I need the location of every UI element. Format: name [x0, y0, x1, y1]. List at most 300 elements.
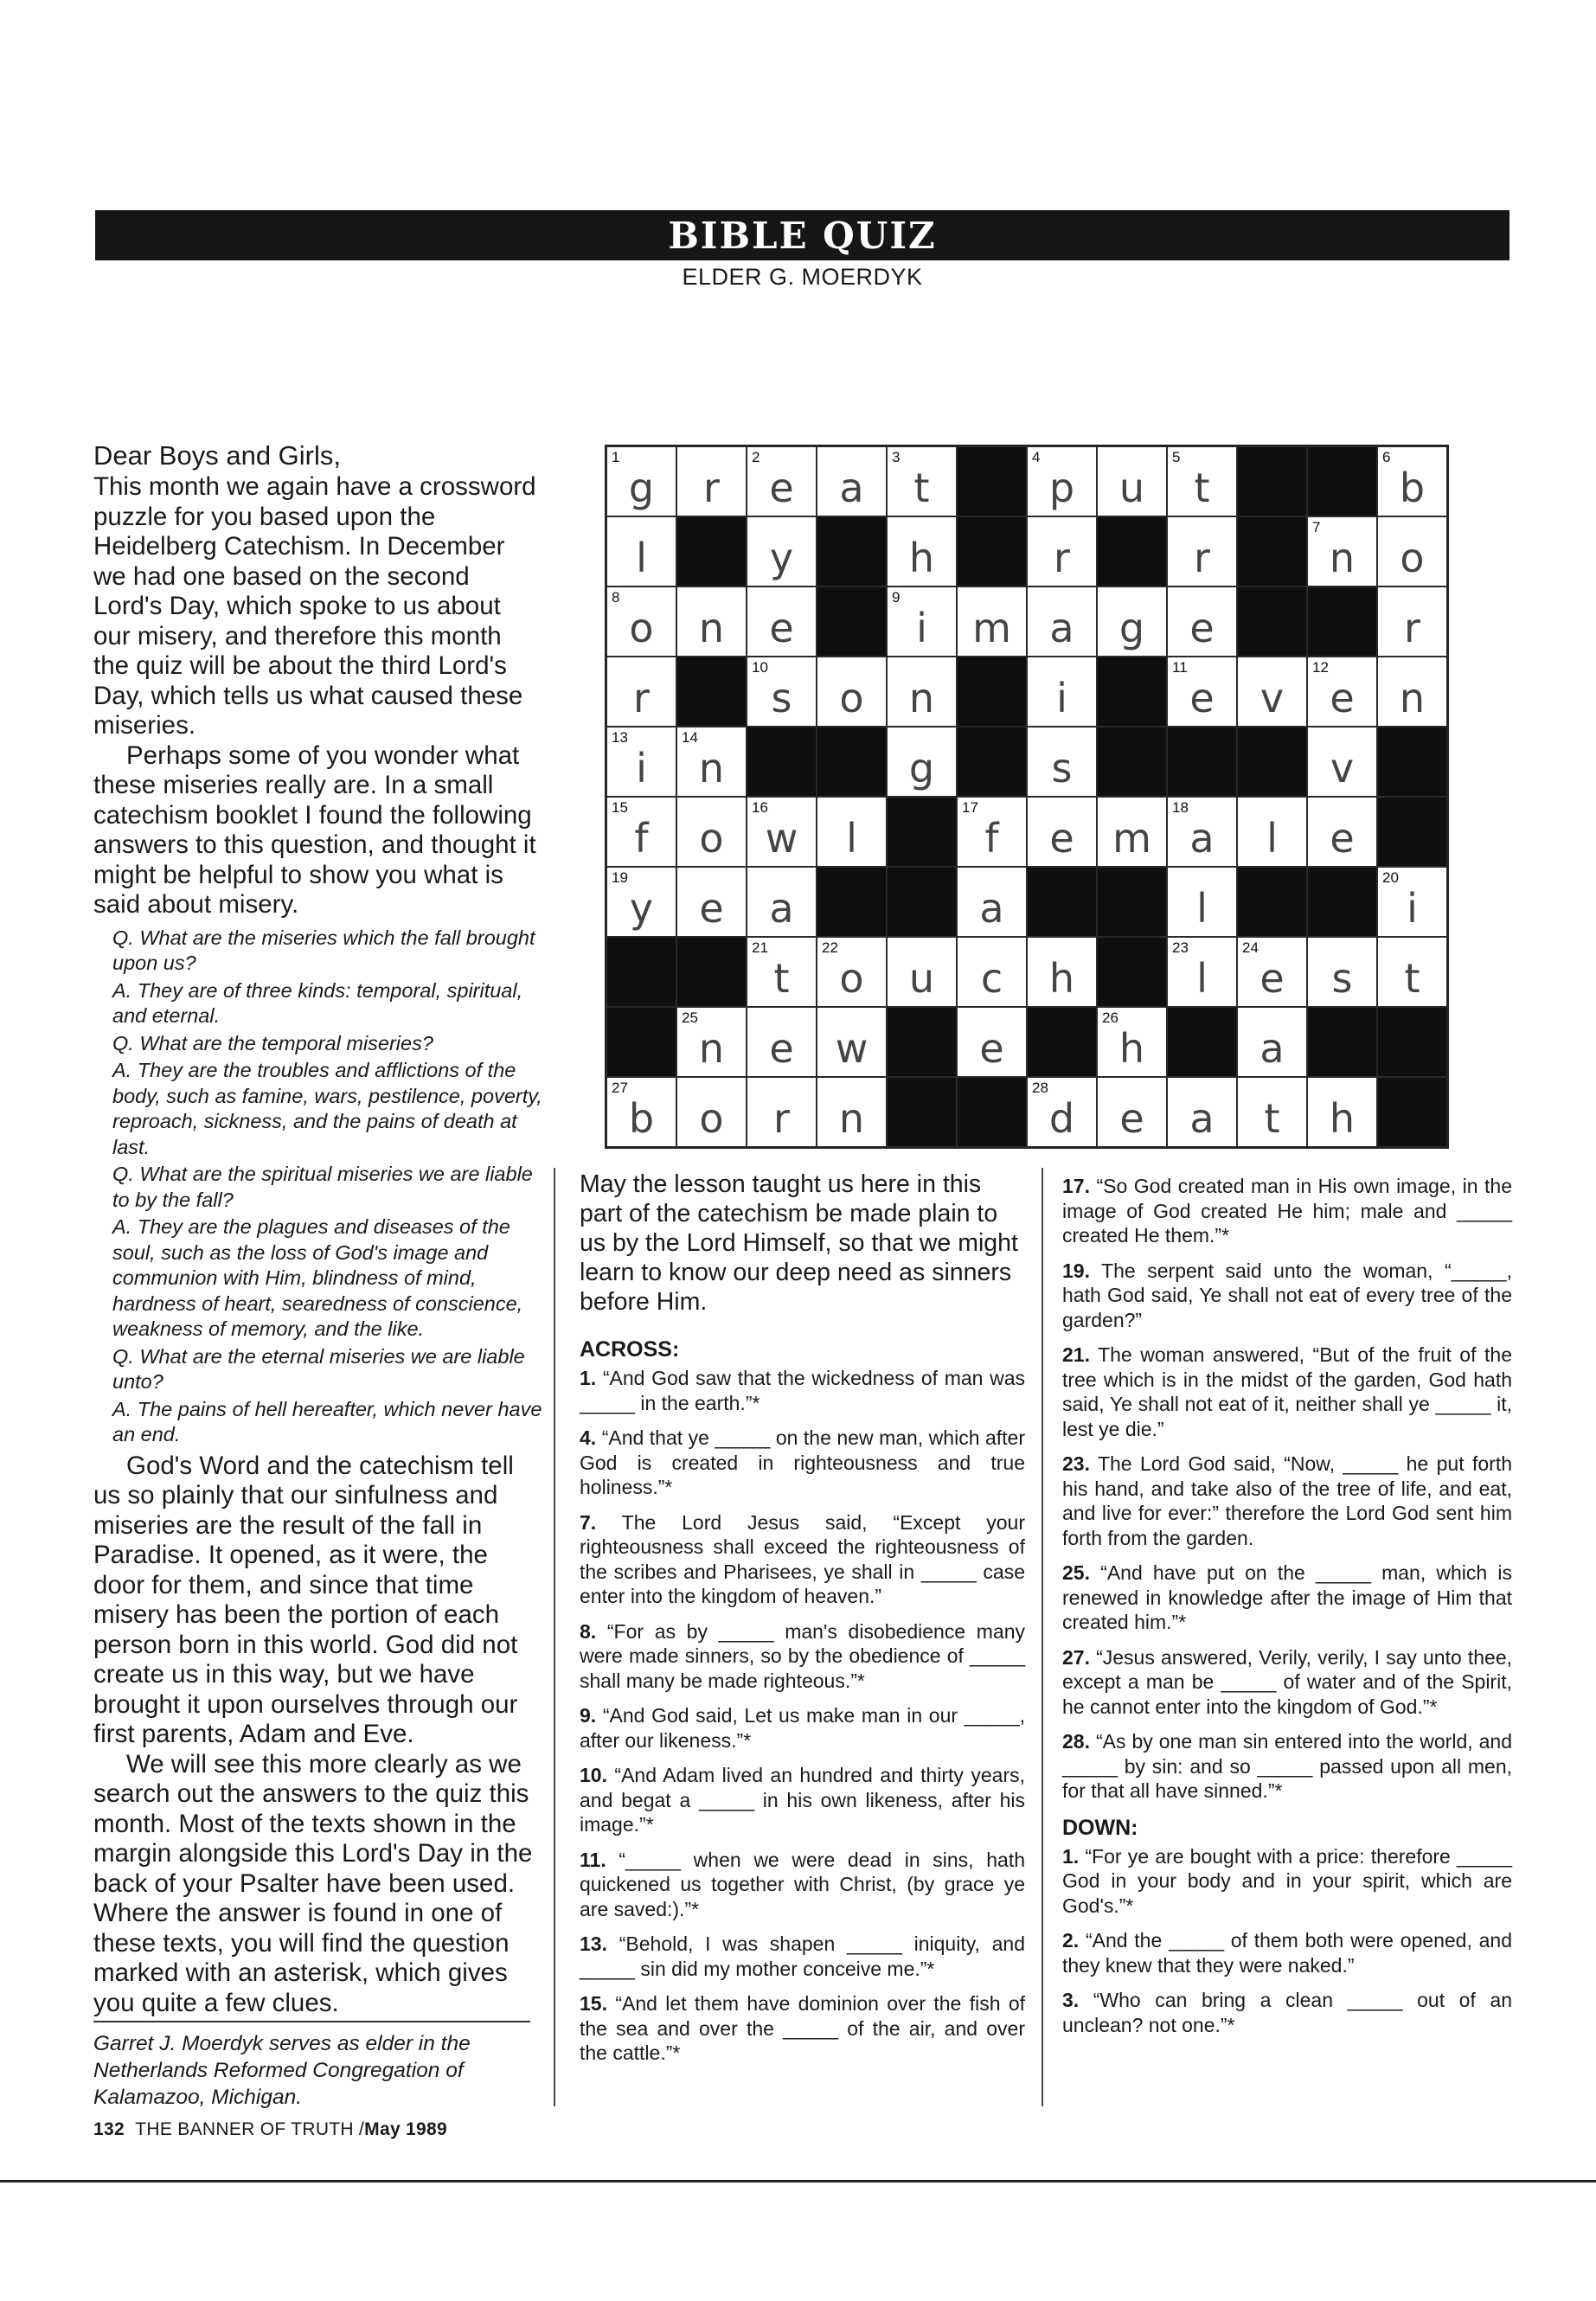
handwritten-letter: f [984, 814, 999, 862]
intro-paragraph: This month we again have a crossword puzzle for you based upon the Heidelberg Catechism. In December we had one based on the second Lord's Day, which spoke to us about our misery, and therefore this month the quiz will be about the third Lord's Day, which tells us what caused these miseries. [93, 472, 536, 740]
clue-number: 11 [1172, 659, 1188, 676]
across-clue-list-continued [1062, 1174, 1512, 1804]
clue [580, 1932, 1025, 1981]
crossword-cell[interactable] [1307, 797, 1377, 867]
crossword-cell[interactable] [1377, 657, 1447, 727]
column-divider [554, 1168, 555, 2106]
crossword-cell[interactable] [606, 446, 676, 516]
crossword-block [1307, 1007, 1377, 1077]
handwritten-letter: y [769, 534, 794, 581]
crossword-cell[interactable] [1377, 516, 1447, 586]
crossword-cell[interactable] [957, 586, 1027, 657]
clue-text: “And the _____ of them both were opened, and they knew that they were naked.” [1062, 1929, 1512, 1977]
catechism-answer: A. They are of three kinds: temporal, spiritual, and eternal. [112, 978, 523, 1027]
crossword-block [887, 1007, 957, 1077]
crossword-block [606, 1007, 676, 1077]
handwritten-letter: a [979, 884, 1004, 932]
clue-number: 6 [1382, 449, 1391, 465]
crossword-block [1377, 1077, 1447, 1147]
handwritten-letter: s [771, 674, 792, 721]
crossword-cell[interactable] [1167, 516, 1237, 586]
crossword-cell[interactable] [1097, 797, 1167, 867]
clue [580, 1510, 1025, 1609]
crossword-cell[interactable] [1027, 516, 1097, 586]
clue-number: 3. [1062, 1989, 1080, 2011]
handwritten-letter: o [839, 674, 864, 721]
handwritten-letter: t [913, 464, 930, 511]
handwritten-letter: n [698, 744, 725, 792]
clue-number: 8. [580, 1619, 597, 1643]
clues-column-middle [580, 1170, 1025, 2076]
crossword-cell[interactable] [957, 867, 1027, 937]
handwritten-letter: r [703, 464, 720, 511]
crossword-block [1097, 867, 1167, 937]
clue-number: 17. [1062, 1175, 1090, 1197]
crossword-cell[interactable] [817, 446, 887, 516]
column-divider [1042, 1168, 1043, 2106]
handwritten-letter: r [773, 1094, 790, 1142]
crossword-block [957, 516, 1027, 586]
handwritten-letter: u [908, 954, 935, 1002]
crossword-block [817, 516, 887, 586]
handwritten-letter: e [1049, 814, 1074, 862]
handwritten-letter: b [1399, 464, 1426, 511]
clue [580, 1619, 1025, 1694]
crossword-block [957, 727, 1027, 797]
handwritten-letter: g [628, 464, 655, 511]
clue [580, 1763, 1025, 1837]
crossword-block [1167, 1007, 1237, 1077]
page-bottom-margin [0, 2180, 1596, 2301]
handwritten-letter: e [769, 604, 794, 651]
handwritten-letter: e [1330, 814, 1355, 862]
clue-text: “And God saw that the wickedness of man was _____ in the earth.”* [580, 1367, 1025, 1414]
crossword-block [1307, 867, 1377, 937]
clue-text: “For ye are bought with a price: therefore _____ God in your body and in your spirit, which are God's.”* [1062, 1844, 1512, 1917]
handwritten-letter: i [1407, 884, 1418, 932]
title-banner [95, 210, 1509, 260]
divider [93, 2021, 530, 2022]
across-heading: ACROSS: [580, 1337, 680, 1362]
crossword-block [957, 446, 1027, 516]
clue-text: “As by one man sin entered into the world, and _____ by sin: and so _____ passed upon all men, for that all have sinned.”* [1062, 1730, 1512, 1802]
crossword-cell[interactable] [817, 657, 887, 727]
clue [1062, 1174, 1512, 1248]
handwritten-letter: n [1329, 534, 1356, 581]
crossword-block [1097, 516, 1167, 586]
crossword-block [957, 657, 1027, 727]
handwritten-letter: h [1118, 1024, 1145, 1072]
clue [1062, 1343, 1512, 1441]
clue-number: 10 [752, 659, 768, 676]
clue-text: The Lord God said, “Now, _____ he put forth his hand, and take also of the tree of life, and eat, and live for ever:” therefore the Lord God sent him forth from the garden. [1062, 1452, 1512, 1549]
crossword-cell[interactable] [1097, 586, 1167, 657]
crossword-cell[interactable] [817, 797, 887, 867]
crossword-cell[interactable] [1097, 1007, 1167, 1077]
clues-column-right [1062, 1174, 1512, 2048]
crossword-block [1167, 727, 1237, 797]
author-byline: ELDER G. MOERDYK [682, 264, 923, 290]
handwritten-letter: g [908, 744, 935, 792]
author-bio: Garret J. Moerdyk serves as elder in the Netherlands Reformed Congregation of Kalamazoo, Michigan. [93, 2032, 471, 2109]
intro-paragraph: Perhaps some of you wonder what these miseries really are. In a small catechism booklet I found the following answers to this question, and thought it might be helpful to show you what is said about misery. [93, 740, 536, 919]
handwritten-letter: r [1404, 604, 1420, 651]
crossword-block [1237, 586, 1307, 657]
clue-text: “So God created man in His own image, in the image of God created He him; male and _____ created He them.”* [1062, 1175, 1512, 1247]
handwritten-letter: b [628, 1094, 655, 1142]
handwritten-letter: m [972, 604, 1011, 651]
handwritten-letter: i [1056, 674, 1067, 721]
clue-text: The Lord Jesus said, “Except your righteousness shall exceed the righteousness of the scribes and Pharisees, ye shall in _____ case enter into the kingdom of heaven.” [580, 1510, 1025, 1607]
clue-text: “And have put on the _____ man, which is renewed in knowledge after the image of Him that created him.”* [1062, 1561, 1512, 1633]
clue-number: 28. [1062, 1730, 1090, 1753]
clue-number: 18 [1172, 799, 1189, 816]
clue-number: 25. [1062, 1561, 1090, 1584]
clue-number: 23 [1172, 939, 1189, 956]
catechism-answer: A. They are the troubles and afflictions of the body, such as famine, wars, pestilence, poverty, reproach, sickness, and the pains of death at last. [112, 1059, 542, 1158]
crossword-cell[interactable] [676, 1077, 747, 1147]
handwritten-letter: w [765, 814, 798, 862]
publication-name: THE BANNER OF TRUTH / [135, 2119, 365, 2139]
clue-number: 15 [612, 799, 628, 816]
crossword-grid [605, 445, 1449, 1149]
crossword-block [676, 657, 747, 727]
clue [1062, 1729, 1512, 1804]
crossword-cell[interactable] [606, 867, 676, 937]
crossword-cell[interactable] [1377, 867, 1447, 937]
crossword-cell[interactable] [1377, 586, 1447, 657]
handwritten-letter: v [1259, 674, 1285, 721]
intro-paragraph: We will see this more clearly as we search out the answers to the quiz this month. Most of the texts shown in the margin alongside this Lord's Day in the back of your Psalter have been used. Where the answer is found in one of these texts, you will find the question marked with an asterisk, which gives you quite a few clues. [93, 1749, 533, 2017]
crossword-cell[interactable] [957, 937, 1027, 1007]
handwritten-letter: e [1259, 954, 1285, 1002]
handwritten-letter: o [699, 1094, 724, 1142]
crossword-cell[interactable] [747, 586, 817, 657]
clue-number: 19 [612, 869, 628, 886]
handwritten-letter: r [1194, 534, 1210, 581]
crossword-cell[interactable] [1237, 797, 1307, 867]
clue [580, 1426, 1025, 1500]
catechism-question: Q. What are the eternal miseries we are liable unto? [112, 1344, 525, 1393]
crossword-cell[interactable] [957, 797, 1027, 867]
handwritten-letter: a [769, 884, 794, 932]
crossword-cell[interactable] [1027, 797, 1097, 867]
clue [580, 1848, 1025, 1922]
page-title: BIBLE QUIZ [668, 214, 937, 257]
clue-number: 9 [892, 589, 901, 606]
clue [1062, 1259, 1512, 1333]
crossword-cell[interactable] [1377, 937, 1447, 1007]
clue-number: 13. [580, 1932, 607, 1955]
handwritten-letter: n [698, 604, 725, 651]
clue-number: 1. [1062, 1844, 1080, 1868]
crossword-cell[interactable] [1097, 446, 1167, 516]
handwritten-letter: r [633, 674, 650, 721]
crossword-cell[interactable] [1167, 586, 1237, 657]
crossword-block [1097, 937, 1167, 1007]
handwritten-letter: l [1266, 814, 1278, 862]
crossword-cell[interactable] [1307, 516, 1377, 586]
crossword-cell[interactable] [1167, 1077, 1237, 1147]
crossword-cell[interactable] [747, 1007, 817, 1077]
intro-column [93, 439, 543, 2018]
crossword-block [1027, 1007, 1097, 1077]
crossword-block [887, 1077, 957, 1147]
clue-number: 27 [612, 1080, 628, 1096]
handwritten-letter: f [634, 814, 649, 862]
crossword-cell[interactable] [817, 1007, 887, 1077]
crossword-cell[interactable] [676, 867, 747, 937]
handwritten-letter: a [1189, 814, 1215, 862]
crossword-block [1237, 446, 1307, 516]
page-number: 132 [93, 2119, 125, 2139]
crossword-cell[interactable] [887, 446, 957, 516]
catechism-answer: A. The pains of hell hereafter, which never have an end. [112, 1397, 542, 1445]
clue-number: 28 [1032, 1080, 1048, 1096]
down-clue-list [1062, 1844, 1512, 2038]
clue-number: 4 [1032, 449, 1041, 465]
handwritten-letter: i [916, 604, 927, 651]
crossword-cell[interactable] [1237, 657, 1307, 727]
crossword-block [887, 797, 957, 867]
crossword-cell[interactable] [1307, 937, 1377, 1007]
crossword-block [817, 867, 887, 937]
crossword-cell[interactable] [747, 657, 817, 727]
crossword-cell[interactable] [817, 937, 887, 1007]
crossword-cell[interactable] [1167, 446, 1237, 516]
handwritten-letter: g [1118, 604, 1145, 651]
crossword-cell[interactable] [1097, 1077, 1167, 1147]
handwritten-letter: o [1400, 534, 1425, 581]
handwritten-letter: y [629, 884, 654, 932]
handwritten-letter: e [699, 884, 724, 932]
clue-number: 3 [892, 449, 901, 465]
handwritten-letter: w [835, 1024, 869, 1072]
clue-number: 14 [682, 729, 698, 746]
handwritten-letter: a [1259, 1024, 1285, 1072]
clue-number: 9. [580, 1704, 597, 1727]
handwritten-letter: t [1264, 1094, 1280, 1142]
handwritten-letter: e [1119, 1094, 1144, 1142]
crossword-cell[interactable] [676, 1007, 747, 1077]
clue-number: 21. [1062, 1343, 1090, 1366]
crossword-cell[interactable] [1027, 657, 1097, 727]
handwritten-letter: l [636, 534, 647, 581]
across-clue-list [580, 1366, 1025, 2066]
crossword-cell[interactable] [1307, 657, 1377, 727]
crossword-cell[interactable] [606, 797, 676, 867]
clue-number: 21 [752, 939, 768, 956]
crossword-cell[interactable] [1027, 1077, 1097, 1147]
crossword-block [1097, 657, 1167, 727]
crossword-cell[interactable] [887, 586, 957, 657]
crossword-cell[interactable] [1167, 937, 1237, 1007]
clue-number: 7. [580, 1510, 597, 1534]
crossword-block [1377, 727, 1447, 797]
crossword-cell[interactable] [1027, 586, 1097, 657]
crossword-cell[interactable] [1237, 1007, 1307, 1077]
crossword-block [676, 516, 747, 586]
crossword-block [887, 867, 957, 937]
lesson-paragraph: May the lesson taught us here in this part of the catechism be made plain to us by the Lord Himself, so that we might learn to know our deep need as sinners before Him. [580, 1170, 1018, 1316]
handwritten-letter: l [1196, 884, 1208, 932]
crossword-block [676, 937, 747, 1007]
clue-text: “_____ when we were dead in sins, hath quickened us together with Christ, (by grace ye are saved:).”* [580, 1848, 1025, 1920]
crossword-block [747, 727, 817, 797]
handwritten-letter: a [1049, 604, 1074, 651]
crossword-cell[interactable] [887, 657, 957, 727]
crossword-cell[interactable] [606, 657, 676, 727]
clue-number: 1. [580, 1367, 597, 1389]
clue [1062, 1645, 1512, 1720]
clue-number: 24 [1242, 939, 1259, 956]
handwritten-letter: l [1196, 954, 1208, 1002]
crossword-block [817, 727, 887, 797]
crossword-cell[interactable] [887, 727, 957, 797]
handwritten-letter: t [1194, 464, 1210, 511]
handwritten-letter: c [980, 954, 1003, 1002]
handwritten-letter: n [908, 674, 935, 721]
handwritten-letter: u [1118, 464, 1145, 511]
handwritten-letter: e [1189, 604, 1215, 651]
handwritten-letter: o [629, 604, 654, 651]
crossword-cell[interactable] [1377, 446, 1447, 516]
handwritten-letter: n [698, 1024, 725, 1072]
handwritten-letter: h [1329, 1094, 1356, 1142]
crossword-block [1307, 446, 1377, 516]
crossword-cell[interactable] [1167, 657, 1237, 727]
clue-number: 13 [612, 729, 628, 746]
clue [1062, 1988, 1512, 2037]
handwritten-letter: p [1048, 464, 1075, 511]
clue-number: 16 [752, 799, 768, 816]
crossword-block [1377, 797, 1447, 867]
handwritten-letter: m [1112, 814, 1151, 862]
crossword-cell[interactable] [887, 937, 957, 1007]
crossword-cell[interactable] [676, 727, 747, 797]
clue-number: 5 [1172, 449, 1181, 465]
clue-text: “Jesus answered, Verily, verily, I say unto thee, except a man be _____ of water and of the Spirit, he cannot enter into the kingdom of God.”* [1062, 1645, 1512, 1718]
catechism-question: Q. What are the spiritual miseries we are liable to by the fall? [112, 1163, 533, 1211]
crossword-cell[interactable] [747, 937, 817, 1007]
clue-number: 17 [962, 799, 978, 816]
crossword-cell[interactable] [1307, 727, 1377, 797]
down-heading: DOWN: [1062, 1815, 1138, 1840]
crossword-cell[interactable] [957, 1007, 1027, 1077]
handwritten-letter: v [1330, 744, 1355, 792]
crossword-cell[interactable] [747, 446, 817, 516]
greeting: Dear Boys and Girls, [93, 440, 341, 471]
crossword-block [817, 586, 887, 657]
clue-number: 19. [1062, 1259, 1090, 1282]
crossword-block [1237, 867, 1307, 937]
clue [580, 1991, 1025, 2066]
crossword-cell[interactable] [1027, 446, 1097, 516]
crossword-cell[interactable] [1237, 937, 1307, 1007]
clue [1062, 1844, 1512, 1919]
handwritten-letter: e [1189, 674, 1215, 721]
handwritten-letter: e [1330, 674, 1355, 721]
crossword-cell[interactable] [1237, 1077, 1307, 1147]
crossword-cell[interactable] [747, 516, 817, 586]
clue-text: “And Adam lived an hundred and thirty years, and begat a _____ in his own likeness, after his image.”* [580, 1764, 1025, 1836]
crossword-cell[interactable] [1027, 727, 1097, 797]
clue-text: “And that ye _____ on the new man, which after God is created in righteousness and true holiness.”* [580, 1426, 1026, 1498]
crossword-block [1237, 727, 1307, 797]
handwritten-letter: i [636, 744, 647, 792]
crossword-cell[interactable] [606, 586, 676, 657]
clue-number: 7 [1312, 519, 1321, 535]
clue-text: “And God said, Let us make man in our _____, after our likeness.”* [580, 1704, 1026, 1752]
clue-number: 1 [612, 449, 620, 465]
handwritten-letter: a [1189, 1094, 1215, 1142]
handwritten-letter: t [773, 954, 790, 1002]
clue-number: 15. [580, 1992, 607, 2015]
clue-number: 8 [612, 589, 620, 606]
handwritten-letter: a [839, 464, 864, 511]
clue-number: 2 [752, 449, 760, 465]
crossword-cell[interactable] [606, 516, 676, 586]
handwritten-letter: d [1048, 1094, 1075, 1142]
crossword-cell[interactable] [747, 867, 817, 937]
handwritten-letter: l [846, 814, 857, 862]
crossword-cell[interactable] [676, 446, 747, 516]
crossword-block [1377, 1007, 1447, 1077]
clue [1062, 1561, 1512, 1635]
crossword-cell[interactable] [1167, 797, 1237, 867]
handwritten-letter: n [838, 1094, 865, 1142]
clue-number: 20 [1382, 869, 1399, 886]
crossword-cell[interactable] [817, 1077, 887, 1147]
clue [1062, 1452, 1512, 1550]
page-footer [93, 2119, 447, 2140]
handwritten-letter: h [908, 534, 935, 581]
intro-paragraph: God's Word and the catechism tell us so plainly that our sinfulness and miseries are the result of the fall in Paradise. It opened, as it were, the door for them, and since that time misery has been the portion of each person born in this world. God did not create us in this way, but we have brought it upon ourselves through our first parents, Adam and Eve. [93, 1451, 518, 1748]
clue-text: The woman answered, “But of the fruit of the tree which is in the midst of the garden, God hath said, Ye shall not eat of it, neither shall ye _____ it, lest ye die.” [1062, 1343, 1512, 1440]
handwritten-letter: e [769, 464, 794, 511]
crossword-cell[interactable] [1307, 1077, 1377, 1147]
clue-number: 23. [1062, 1452, 1090, 1475]
handwritten-letter: h [1048, 954, 1075, 1002]
crossword-cell[interactable] [887, 516, 957, 586]
handwritten-letter: e [979, 1024, 1004, 1072]
clue-text: “And let them have dominion over the fish of the sea and over the _____ of the air, and over the cattle.”* [580, 1992, 1026, 2064]
crossword-cell[interactable] [676, 797, 747, 867]
crossword-cell[interactable] [1167, 867, 1237, 937]
crossword-block [606, 937, 676, 1007]
handwritten-letter: r [1054, 534, 1070, 581]
handwritten-letter: s [1331, 954, 1353, 1002]
crossword-cell[interactable] [606, 727, 676, 797]
clue-text: The serpent said unto the woman, “_____, hath God said, Ye shall not eat of every tree of the garden?” [1062, 1259, 1512, 1331]
page-top-margin [0, 0, 1596, 117]
issue-date: May 1989 [364, 2119, 447, 2139]
crossword-cell[interactable] [606, 1077, 676, 1147]
handwritten-letter: o [699, 814, 724, 862]
crossword-block [1237, 516, 1307, 586]
crossword-cell[interactable] [747, 1077, 817, 1147]
clue-number: 2. [1062, 1929, 1080, 1952]
crossword-cell[interactable] [1027, 937, 1097, 1007]
clue-number: 11. [580, 1848, 606, 1871]
crossword-cell[interactable] [747, 797, 817, 867]
handwritten-letter: o [839, 954, 864, 1002]
crossword-cell[interactable] [676, 586, 747, 657]
clue-text: “Who can bring a clean _____ out of an unclean? not one.”* [1062, 1989, 1512, 2036]
crossword-block [957, 1077, 1027, 1147]
clue-number: 25 [682, 1009, 698, 1026]
crossword-block [1307, 586, 1377, 657]
